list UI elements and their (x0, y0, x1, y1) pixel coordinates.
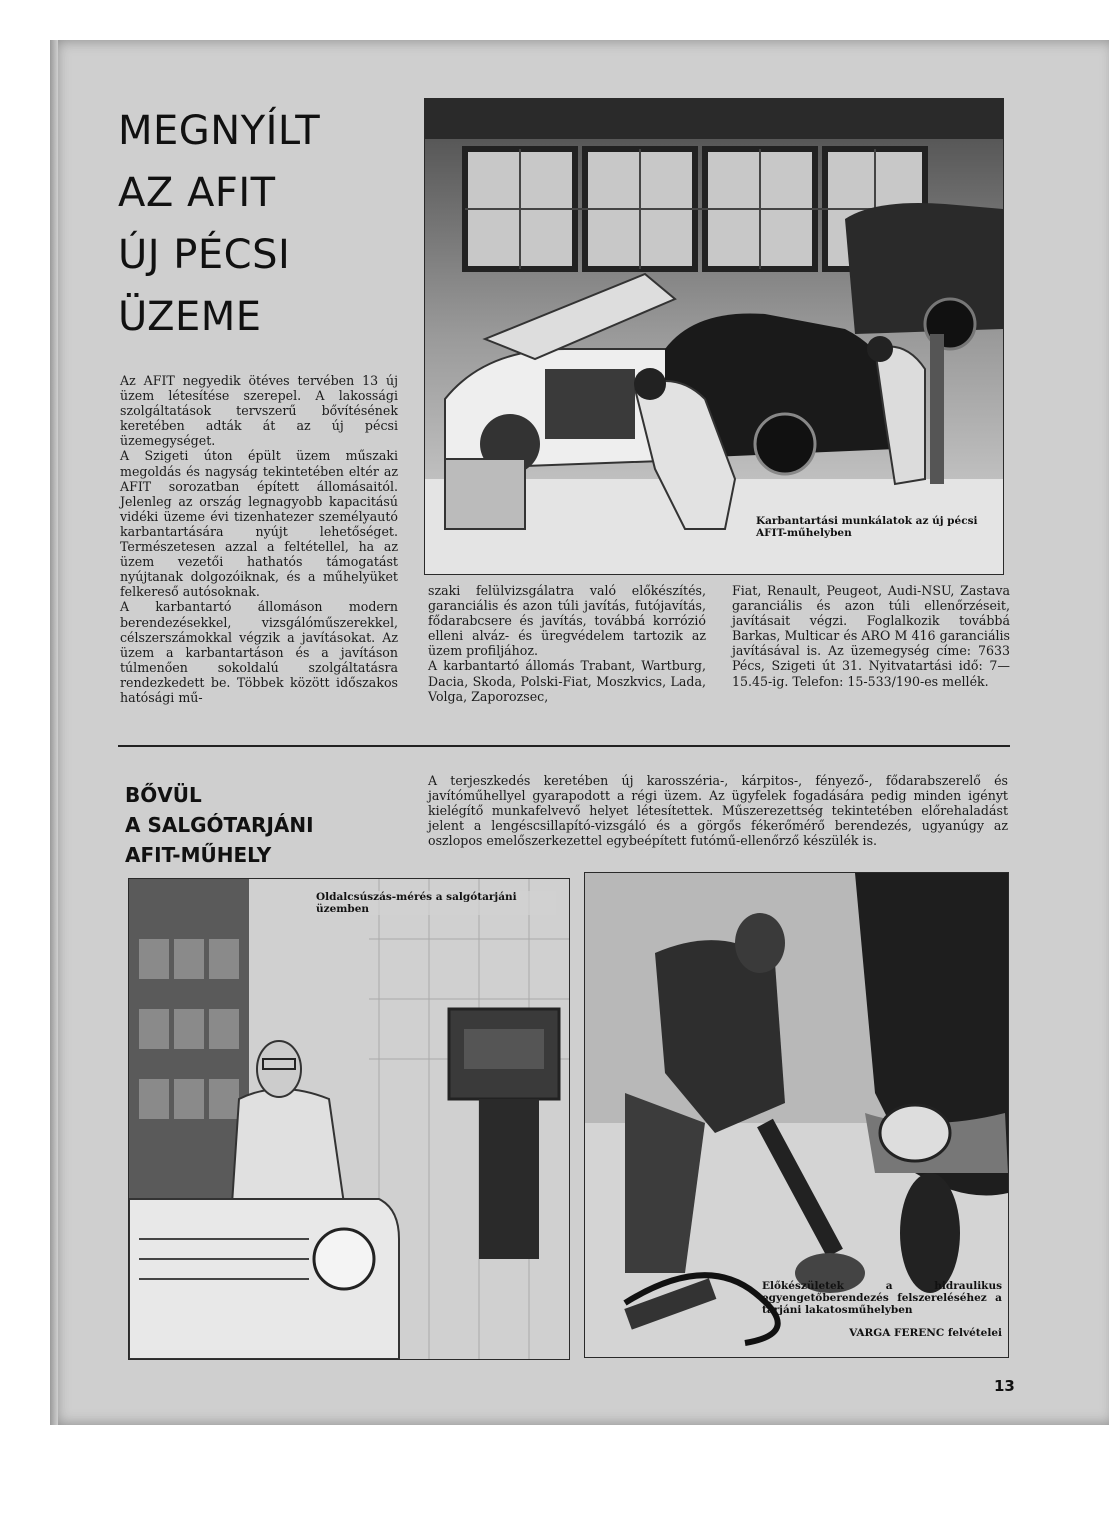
hydraulic-photo-caption: Előkészületek a hidraulikus egyengetőberendezés felszereléséhez a tarjáni lakatosműhelyben (762, 1280, 1002, 1316)
photo-credit: VARGA FERENC felvételei (849, 1327, 1002, 1339)
paragraph: Az AFIT negyedik ötéves tervében 13 új üzem létesítése szerepel. A lakossági szolgáltatások tervszerű bővítésének keretében adták át az új pécsi üzemegységet. (120, 373, 398, 449)
workshop-photo (424, 98, 1004, 575)
paragraph: Fiat, Renault, Peugeot, Audi-NSU, Zastava garanciális és azon túli ellenőrzéseit, javításait végzi. Foglalkozik továbbá Barkas, Multicar és ARO M 416 garanciális javításával is. Az üzemegység címe: 7633 Pécs, Szigeti út 31. Nyitvatartási idő: 7—15.45-ig. Telefon: 15-533/190-es mellék. (732, 583, 1010, 689)
headline-line: AZ AFIT (118, 170, 276, 216)
paragraph: A karbantartó állomáson modern berendezésekkel, vizsgálóműszerekkel, célszerszámokkal végzik a javításokat. Az üzem a karbantartáson és a javításon túlmenően sokoldalú szolgáltatásra rendezkedett be. Többek között időszakos hatósági mű- (120, 599, 398, 705)
article-headline (118, 100, 418, 348)
headline-line: A SALGÓTARJÁNI (125, 813, 314, 837)
article-column-2 (428, 583, 706, 704)
side-slip-photo-caption: Oldalcsúszás-mérés a salgótarjáni üzemben (316, 891, 556, 915)
paragraph: szaki felülvizsgálatra való előkészítés, garanciális és azon túli javítás, futójavítás, fődarabcsere és javítás, továbbá korrózió elleni alváz- és üregvédelem tartozik az üzem profiljához. (428, 583, 706, 659)
workshop-photo-caption: Karbantartási munkálatok az új pécsi AFIT-műhelyben (756, 515, 978, 539)
page-gutter-shadow (50, 40, 58, 1425)
headline-line: MEGNYÍLT (118, 108, 321, 154)
headline-line: ÜZEME (118, 294, 262, 340)
article-2-headline (125, 780, 314, 870)
article-2-intro: A terjeszkedés keretében új karosszéria-, kárpitos-, fényező-, fődarabszerelő és javítóműhellyel gyarapodott a régi üzem. Az ügyfelek fogadására pedig minden igényt kielégítő munkafelvevő helyet létesítettek. Műszerezettség tekintetében előrehaladást jelent a lengéscsillapító-vizsgáló és a görgős fékerőmérő berendezés, ugyanúgy az oszlopos emelőszerkezettel egybeépített futómű-ellenőrző készülék is. (428, 773, 1008, 849)
headline-line: BŐVÜL (125, 783, 202, 807)
paragraph: A karbantartó állomás Trabant, Wartburg, Dacia, Skoda, Polski-Fiat, Moszkvics, Lada, Volga, Zaporozsec, (428, 658, 706, 704)
headline-line: ÚJ PÉCSI (118, 232, 291, 278)
side-slip-test-photo (128, 878, 570, 1360)
article-column-3 (732, 583, 1010, 689)
article-column-1 (120, 373, 398, 705)
section-divider (118, 745, 1010, 747)
page-number: 13 (994, 1377, 1015, 1395)
headline-line: AFIT-MŰHELY (125, 843, 272, 867)
paragraph: A Szigeti úton épült üzem műszaki megoldás és nagyság tekintetében eltér az AFIT sorozatban épített állomásaitól. Jelenleg az ország legnagyobb kapacitású vidéki üzeme évi tizenhatezer személyautó karbantartására nyújt lehetőséget. Természetesen azzal a feltétellel, ha az üzem vezetői hathatós támogatást nyújtanak dolgozóiknak, és a műhelyüket felkereső autósoknak. (120, 448, 398, 600)
